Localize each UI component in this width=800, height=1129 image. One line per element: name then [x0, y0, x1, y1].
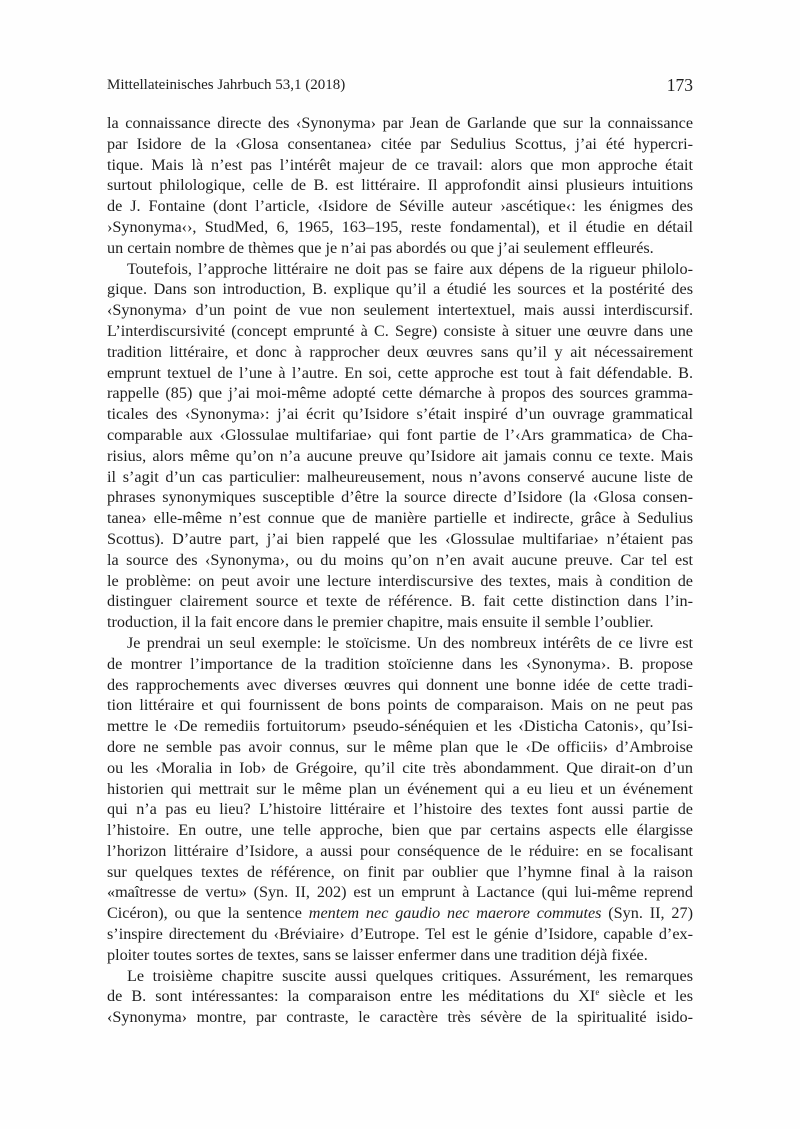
superscript: e: [595, 987, 600, 998]
text-line: l’histoire. En outre, une telle approche, bien que par certains aspects elle élargisse: [107, 821, 693, 840]
text-line: surtout philologique, celle de B. est littéraire. Il approfondit ainsi plusieurs intuitions: [107, 176, 693, 195]
text-line: gique. Dans son introduction, B. explique qu’il a étudié les sources et la postérité des: [107, 280, 693, 299]
text-line: tradition littéraire, et donc à rapprocher deux œuvres sans qu’il y ait nécessairement: [107, 342, 693, 361]
text-line: la connaissance directe des ‹Synonyma› par Jean de Garlande que sur la connaissance: [107, 114, 693, 132]
text-line: distinguer clairement source et texte de référence. B. fait cette distinction dans l’in-: [107, 592, 693, 611]
text-line: [107, 903, 693, 924]
text-line: [107, 986, 693, 1007]
text-line: de montrer l’importance de la tradition stoïcienne dans les ‹Synonyma›. B. propose: [107, 654, 693, 673]
journal-title: Mittellateinisches Jahrbuch 53,1 (2018): [107, 77, 346, 93]
paragraph: [107, 259, 693, 633]
text-line: ticales des ‹Synonyma›: j’ai écrit qu’Isidore s’était inspiré d’un ouvrage grammatical: [107, 405, 693, 424]
text-line: phrases synonymiques susceptible d’être la source directe d’Isidore (la ‹Glosa consen-: [107, 488, 693, 507]
text-line: le problème: on peut avoir une lecture interdiscursive des textes, mais à condition de: [107, 571, 693, 590]
text-segment: Cicéron), ou que la sentence: [107, 904, 309, 923]
italic-quotation: mentem nec gaudio nec maerore commutes: [308, 904, 602, 923]
text-line: il s’agit d’un cas particulier: malheureusement, nous n’avons conservé aucune liste de: [107, 467, 693, 486]
text-line: dore ne semble pas avoir connus, sur le même plan que le ‹De officiis› d’Ambroise: [107, 737, 693, 756]
paragraph: [107, 633, 693, 966]
text-segment: de B. sont intéressantes: la comparaison entre les méditations du XI: [107, 987, 596, 1006]
paragraph: [107, 966, 693, 1028]
text-line: mettre le ‹De remediis fortuitorum› pseudo-sénéquien et les ‹Disticha Catonis›, qu’Isi-: [107, 717, 693, 736]
text-line: tique. Mais là n’est pas l’intérêt majeur de ce travail: alors que mon approche était: [107, 155, 693, 174]
article-body: [107, 113, 693, 1028]
text-line: risius, alors même qu’on n’a aucune preuve qu’Isidore ait jamais connu ce texte. Mais: [107, 446, 693, 465]
text-segment: siècle et les: [599, 987, 693, 1006]
text-line: tanea› elle-même n’est connue que de manière partielle et indirecte, grâce à Sedulius: [107, 509, 693, 528]
text-line: troduction, il la fait encore dans le premier chapitre, mais ensuite il semble l’oublier.: [107, 613, 654, 632]
text-line: L’interdiscursivité (concept emprunté à C. Segre) consiste à situer une œuvre dans une: [107, 321, 693, 340]
text-line: sur quelques textes de référence, on finit par oublier que l’hymne final à la raison: [107, 862, 693, 881]
text-line: rappelle (85) que j’ai moi-même adopté cette démarche à propos des sources gramma-: [107, 384, 693, 403]
text-line: des rapprochements avec diverses œuvres qui donnent une bonne idée de cette tradi-: [107, 675, 693, 694]
text-line: tion littéraire et qui fournissent de bons points de comparaison. Mais on ne peut pas: [107, 696, 693, 715]
text-segment: (Syn. II, 27): [601, 904, 693, 923]
text-line: ›Synonyma‹›, StudMed, 6, 1965, 163–195, reste fondamental), et il étudie en détail: [107, 217, 693, 236]
text-line: ‹Synonyma› d’un point de vue non seulement intertextuel, mais aussi interdiscursif.: [107, 301, 693, 320]
text-line: Scottus). D’autre part, j’ai bien rappelé que les ‹Glossulae multifariae› n’étaient pas: [107, 529, 693, 548]
text-line: ploiter toutes sortes de textes, sans se laisser enfermer dans une tradition déjà fixée.: [107, 945, 648, 964]
paragraph: [107, 113, 693, 259]
text-line: qui n’a pas eu lieu? L’histoire littéraire et l’histoire des textes font aussi partie de: [107, 800, 693, 819]
page-number: 173: [666, 75, 693, 95]
text-line: comparable aux ‹Glossulae multifariae› qui font partie de l’‹Ars grammatica› de Cha-: [107, 425, 693, 444]
text-line: Le troisième chapitre suscite aussi quelques critiques. Assurément, les remarques: [127, 966, 693, 985]
text-line: la source des ‹Synonyma›, ou du moins qu’on n’en avait aucune preuve. Car tel est: [107, 550, 693, 569]
text-line: l’horizon littéraire d’Isidore, a aussi pour conséquence de le réduire: en se focalisant: [107, 841, 693, 860]
text-line: de J. Fontaine (dont l’article, ‹Isidore de Séville auteur ›ascétique‹: les énigmes des: [107, 197, 693, 216]
text-line: Je prendrai un seul exemple: le stoïcisme. Un des nombreux intérêts de ce livre est: [127, 633, 693, 652]
text-line: ou les ‹Moralia in Iob› de Grégoire, qu’il cite très abondamment. Que dirait-on d’un: [107, 758, 693, 777]
text-line: historien qui mettrait sur le même plan un événement qui a eu lieu et un événement: [107, 779, 693, 798]
running-head: [107, 75, 693, 97]
text-line: «maîtresse de vertu» (Syn. II, 202) est un emprunt à Lactance (qui lui-même reprend: [107, 883, 693, 902]
text-line: par Isidore de la ‹Glosa consentanea› citée par Sedulius Scottus, j’ai été hypercri-: [107, 134, 693, 153]
text-line: emprunt textuel de l’une à l’autre. En soi, cette approche est tout à fait défendable. B.: [107, 363, 693, 382]
text-line: s’inspire directement du ‹Bréviaire› d’Eutrope. Tel est le génie d’Isidore, capable d’ex-: [107, 925, 693, 944]
text-line: Toutefois, l’approche littéraire ne doit pas se faire aux dépens de la rigueur philolo-: [127, 259, 693, 278]
text-line: ‹Synonyma› montre, par contraste, le caractère très sévère de la spiritualité isido-: [107, 1008, 693, 1027]
text-line: un certain nombre de thèmes que je n’ai pas abordés ou que j’ai seulement effleurés.: [107, 238, 654, 257]
